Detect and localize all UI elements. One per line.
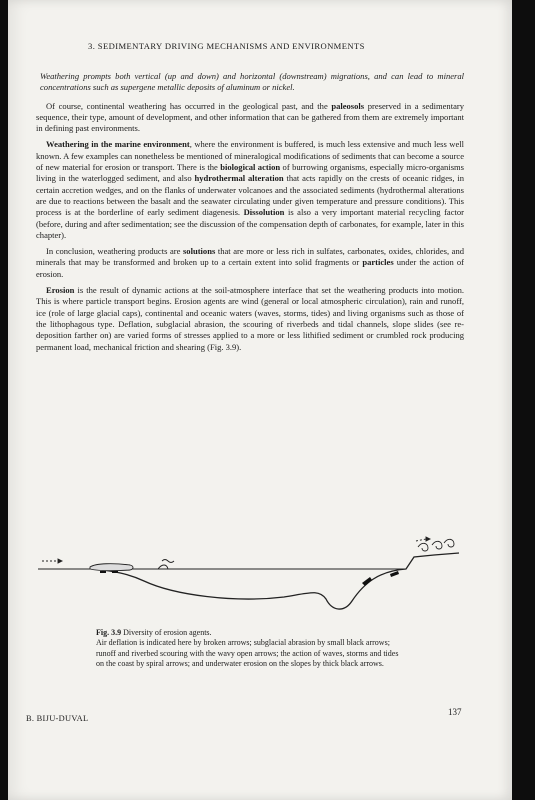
figure-caption — [96, 628, 408, 669]
term-paleosols: paleosols — [331, 100, 365, 111]
running-header: 3. SEDIMENTARY DRIVING MECHANISMS AND ENVIRONMENTS — [88, 41, 365, 51]
runoff-wavy-arrows — [158, 560, 174, 570]
figure-caption-text: Air deflation is indicated here by broken arrows; subglacial abrasion by small black arrows; runoff and riverbed scouring with the wavy open arrows; the action of waves, storms and tides on the coast by spiral arrows; and underwater erosion on the slopes by thick black arrows. — [96, 638, 399, 668]
author-footer: B. BIJU-DUVAL — [26, 714, 89, 723]
erosion-agents-figure — [34, 519, 464, 619]
glacier-mass — [90, 564, 133, 571]
term-erosion: Erosion — [46, 285, 75, 296]
term-marine-weathering: Weathering in the marine environment — [46, 139, 190, 150]
intro-paragraph: Weathering prompts both vertical (up and down) and horizontal (downstream) migrations, and can lead to mineral concentrations such as supergene metallic deposits of aluminum or nickel. — [40, 71, 464, 93]
spiral-wave-arrows — [418, 539, 454, 551]
page-number: 137 — [448, 707, 462, 717]
body-text — [36, 71, 464, 358]
paragraph-conclusion: In conclusion, weathering products are solutions that are more or less rich in sulfates, carbonates, oxides, chlorides, and minerals that may be transformed and broken up to a certain extent into solid fragments or particles under the action of erosion. — [36, 246, 464, 279]
term-hydrothermal-alteration: hydrothermal alteration — [194, 173, 284, 184]
slope-erosion-arrows — [362, 571, 399, 586]
figure-title: Diversity of erosion agents. — [121, 628, 212, 637]
figure-label: Fig. 3.9 — [96, 628, 122, 637]
term-solutions: solutions — [182, 246, 216, 257]
paragraph-paleosols: Of course, continental weathering has occurred in the geological past, and the paleosols preserved in a sedimentary sequence, their type, amount of development, and other information that can be gathered from them are extremely important in defining past environments. — [36, 100, 464, 134]
basin-profile — [94, 553, 459, 609]
term-biological-action: biological action — [220, 162, 281, 173]
air-deflation-arrows — [42, 537, 430, 563]
paragraph-erosion: Erosion is the result of dynamic actions at the soil-atmosphere interface that set the weathering products into motion. This is where particle transport begins. Erosion agents are wind (general or local atmospheric circulation), rain and runoff, ice (role of large glacial caps), continental and oceanic waters (waves, storms, tides) and living organisms such as those of the lithophagous type. Deflation, subglacial abrasion, the scouring of riverbeds and tidal channels, slope slides (see re-deposition farther on) are varied forms of stresses applied to a more or less lithified sediment or crumbled rock producing permanent load, mechanical friction and shearing (Fig. 3.9). — [36, 285, 464, 352]
book-page — [8, 0, 512, 800]
paragraph-marine-weathering: Weathering in the marine environment, where the environment is buffered, is much less extensive and much less well known. A few examples can nonetheless be mentioned of mineralogical modifications of sediments that can become a source of new material for erosion or transport. There is the biological action of burrowing organisms, especially micro-organisms living in the waterlogged sediment, and also hydrothermal alteration that acts rapidly on the crests of oceanic ridges, in certain accretion wedges, and on the flanks of underwater volcanoes and the associated sediments (hydrothermal alterations are due to reactions between the basalt and the seawater circulating under given temperature and pressure conditions). This process is at the borderline of early sediment diagenesis. Dissolution is also a very important material recycling factor (before, during and after sedimentation; see the discussion of the compensation depth of carbonates, for example, later in this chapter). — [36, 139, 465, 240]
term-particles: particles — [362, 257, 394, 268]
term-dissolution: Dissolution — [243, 207, 285, 218]
